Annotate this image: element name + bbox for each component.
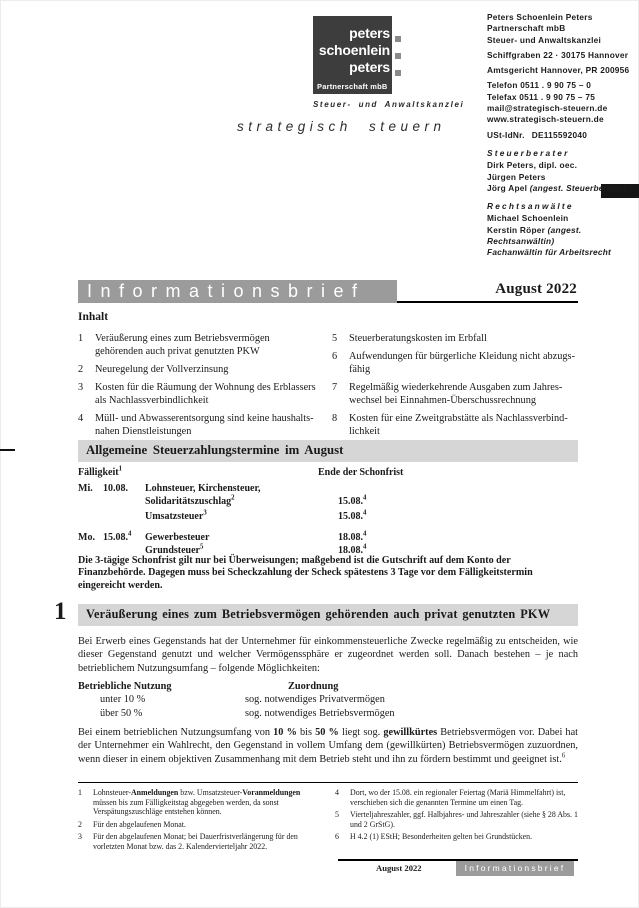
usage-table-row: [78, 707, 578, 720]
steuerberater-heading: Steuerberater: [487, 147, 570, 158]
newsletter-title-banner: [78, 280, 578, 303]
cell-date: [103, 496, 145, 509]
logo-line: peters: [349, 59, 390, 75]
toc-item: [332, 332, 578, 345]
footnote-text: Dort, wo der 15.08. ein regionaler Feiertag (Mariä Himmelfahrt) ist, verschieben sich die genannten Termine um einen Tag.: [350, 788, 566, 807]
article-paragraph-2: Bei einem betrieblichen Nutzungsumfang von 10 % bis 50 % liegt sog. gewillkürtes Betriebsvermögen vor. Dabei hat der Unternehmer ein Wahlrecht, den Gegenstand in vollem Umfang dem (gewillkürten) Betriebsvermögen zuzuordnen, wenn dieser in einem objektiven Zusammenhang mit dem Betrieb steht und ihn zu fördern bestimmt und geeignet ist.$^6$: [78, 727, 579, 765]
toc-item: [332, 350, 578, 376]
usage-table-header: [78, 680, 578, 693]
usage-value: unter 10 %: [100, 694, 146, 706]
footnotes-block: [78, 782, 578, 854]
toc-column-left: [78, 332, 332, 440]
toc-item-number: 7: [332, 382, 338, 393]
allocation-value: sog. notwendiges Privatvermögen: [245, 694, 385, 706]
toc-item-number: 3: [78, 382, 84, 393]
cell-day: Mi.: [78, 482, 93, 494]
contact-register: Amtsgericht Hannover, PR 200956: [487, 65, 630, 76]
footnote-text: Vierteljahreszahler, ggf. Halbjahres- und Jahreszahler (siehe § 28 Abs. 1 und 2 GrStG).: [350, 809, 578, 829]
logo-partnership-label: Partnerschaft mbB: [317, 82, 388, 91]
toc-item-text: Veräußerung eines zum Betriebsvermögen gehörenden auch privat genutzten PKW: [95, 333, 270, 357]
footnote: [78, 788, 317, 817]
cell-grace: 18.08.$^4$: [338, 543, 367, 556]
toc-item-text: Müll- und Abwasserentsorgung sind keine haushaltsnahen Dienstleistungen: [95, 413, 314, 437]
cell-date: 15.08.$^4$: [103, 530, 132, 544]
logo-bullet-square: [395, 36, 401, 42]
footnote: [335, 788, 578, 807]
cell-day: Mo.: [78, 532, 95, 544]
cell-tax: Umsatzsteuer$^3$: [145, 510, 207, 523]
article-title: Veräußerung eines zum Betriebsvermögen gehörenden auch privat genutzten PKW: [78, 604, 578, 626]
toc-item-text: Kosten für die Räumung der Wohnung des Erblassers als Nachlassverbindlichkeit: [95, 382, 316, 406]
cell-tax: Solidaritätszuschlag$^2$: [145, 494, 235, 507]
toc-item-text: Steuerberatungskosten im Erbfall: [349, 333, 487, 344]
cell-day: [78, 511, 103, 524]
footnotes-column-left: [78, 788, 335, 854]
vat-label: USt-IdNr.: [487, 129, 525, 140]
newsletter-title: Informationsbrief: [78, 280, 397, 303]
allocation-col-header: Zuordnung: [288, 681, 339, 692]
toc-item-text: Regelmäßig wiederkehrende Ausgaben zum Jahreswechsel bei Einnahmen-Überschussrechnung: [349, 382, 563, 406]
toc-item: [78, 381, 316, 407]
contact-block: [487, 12, 637, 259]
page-footer: [78, 859, 578, 879]
allocation-value: sog. notwendiges Betriebsvermögen: [245, 707, 395, 719]
vat-number: DE115592040: [531, 129, 588, 140]
cell-tax: Grundsteuer$^5$: [145, 543, 204, 556]
tax-deadlines-table: [78, 467, 578, 558]
person-name: Jürgen Peters: [487, 171, 546, 182]
column-header-due: Fälligkeit$^1$: [78, 465, 122, 478]
banner-rule: [397, 301, 578, 303]
tax-deadlines-section-header: Allgemeine Steuerzahlungstermine im August: [78, 440, 578, 462]
footnote: [335, 810, 578, 829]
table-of-contents: [78, 332, 578, 440]
cell-day: [78, 496, 103, 509]
contact-firm-name: Peters Schoenlein Peters: [487, 12, 593, 22]
footnote: [335, 832, 578, 842]
toc-item: [332, 381, 578, 407]
cell-grace: 15.08.$^4$: [338, 494, 367, 507]
cell-grace: [338, 483, 578, 496]
footnote-number: 5: [335, 809, 339, 819]
table-row: [78, 511, 578, 524]
toc-heading: Inhalt: [78, 311, 109, 323]
cell-date: [103, 511, 145, 524]
footnote-text: Für den abgelaufenen Monat.: [93, 819, 186, 829]
contact-vat: [487, 130, 637, 141]
contact-website: www.strategisch-steuern.de: [487, 114, 604, 125]
usage-value: über 50 %: [100, 707, 143, 719]
toc-item: [78, 412, 316, 438]
footnote-number: 6: [335, 831, 339, 841]
toc-item-text: Neuregelung der Vollverzinsung: [95, 364, 229, 375]
toc-item: [332, 412, 578, 438]
footnote-text: Für den abgelaufenen Monat; bei Dauerfristverlängerung für den vorletzten Monat bzw. das 2. Kalendervierteljahr 2022.: [93, 831, 298, 851]
usage-col-header: Betriebliche Nutzung: [78, 681, 172, 692]
article-1-header: [54, 598, 578, 626]
footer-brand-badge: Informationsbrief: [456, 861, 574, 876]
footnote-text: Lohnsteuer-Anmeldungen bzw. Umsatzsteuer-Voranmeldungen müssen bis zum Fälligkeitstag abgegeben werden, da sonst Verspätungszuschläge entstehen können.: [93, 788, 301, 817]
person-name: Dirk Peters, dipl. oec.: [487, 160, 578, 171]
deadlines-table-header: [78, 467, 578, 480]
firm-logo-wordmark: [319, 25, 390, 76]
cell-tax: Lohnsteuer, Kirchensteuer,: [145, 482, 261, 494]
toc-item-number: 4: [78, 413, 84, 424]
contact-firm-form: Partnerschaft mbB: [487, 23, 566, 34]
toc-item: [78, 332, 316, 358]
logo-bullet-square: [395, 53, 401, 59]
table-row: [78, 496, 578, 509]
person-role-note: (angest. Steuerberater): [529, 182, 627, 193]
contact-email: mail@strategisch-steuern.de: [487, 103, 608, 114]
toc-item-text: Aufwendungen für bürgerliche Kleidung nicht abzugsfähig: [349, 351, 575, 375]
toc-item-number: 6: [332, 351, 338, 362]
usage-allocation-table: [78, 680, 578, 720]
toc-item-text: Kosten für eine Zweitgrabstätte als Nachlassverbindlichkeit: [349, 413, 568, 437]
article-paragraph-1: Bei Erwerb eines Gegenstands hat der Unternehmer für einkommensteuerliche Zwecke regelmäßig zu entscheiden, wie dieser Gegenstand genutzt und welcher Vermögenssphäre er zugeordnet werden soll. Danach bestehen – je nach betrieblichem Nutzungsumfang – folgende Möglichkeiten:: [78, 636, 578, 674]
person-name: Kerstin Röper (angest. Rechtsanwältin): [487, 224, 582, 247]
footnote-text: H 4.2 (1) EStH; Besonderheiten gelten bei Grundstücken.: [350, 831, 533, 841]
column-header-grace: Ende der Schonfrist: [318, 467, 404, 478]
contact-fax: Telefax 0511 . 9 90 75 – 75: [487, 91, 596, 102]
person-name: Jörg Apel (angest. Steuerberater): [487, 182, 627, 193]
footnote: [78, 832, 317, 851]
footnote-number: 4: [335, 788, 339, 797]
fold-mark: [0, 449, 15, 451]
cell-grace: 15.08.$^4$: [338, 510, 367, 523]
logo-bullet-square: [395, 70, 401, 76]
cell-date: 10.08.: [103, 482, 128, 494]
contact-firm-type: Steuer- und Anwaltskanzlei: [487, 34, 602, 45]
footnote-number: 2: [78, 819, 82, 829]
logo-tagline: Steuer- und Anwaltskanzlei: [313, 100, 465, 109]
rechtsanwaelte-heading: Rechtsanwälte: [487, 201, 574, 212]
contact-phone: Telefon 0511 . 9 90 75 – 0: [487, 80, 592, 91]
table-row: [78, 532, 578, 545]
toc-item-number: 1: [78, 333, 84, 344]
cell-tax: Gewerbesteuer: [145, 532, 210, 544]
person-role-note: (angest. Rechtsanwältin): [487, 224, 582, 247]
contact-address: Schiffgraben 22 · 30175 Hannover: [487, 49, 629, 60]
footnote-number: 3: [78, 831, 82, 841]
logo-line: schoenlein: [318, 42, 390, 58]
firm-logo: [313, 16, 392, 94]
person-name: Michael Schoenlein: [487, 213, 569, 224]
footnote: [78, 820, 317, 830]
usage-table-row: [78, 693, 578, 706]
toc-item-number: 5: [332, 333, 338, 344]
toc-column-right: [332, 332, 578, 440]
toc-item: [78, 363, 316, 376]
grace-period-note: Die 3-tägige Schonfrist gilt nur bei Überweisungen; maßgebend ist die Gutschrift auf dem Konto der Finanzbehörde. Dagegen muss bei Scheckzahlung der Scheck spätestens 3 Tage vor dem Fälligkeitstermin eingereicht werden.: [78, 555, 533, 591]
footnote-number: 1: [78, 788, 82, 797]
toc-item-number: 2: [78, 364, 84, 375]
footer-issue-date: August 2022: [376, 863, 422, 873]
footnotes-column-right: [335, 788, 578, 854]
person-qualification: Fachanwältin für Arbeitsrecht: [487, 247, 612, 258]
table-row: [78, 483, 578, 496]
toc-item-number: 8: [332, 413, 338, 424]
brand-slogan: strategisch steuern: [237, 119, 446, 134]
cell-grace: 18.08.$^4$: [338, 530, 367, 544]
article-number: 1: [54, 598, 67, 625]
logo-line: peters: [349, 25, 390, 41]
issue-date: August 2022: [495, 281, 577, 297]
